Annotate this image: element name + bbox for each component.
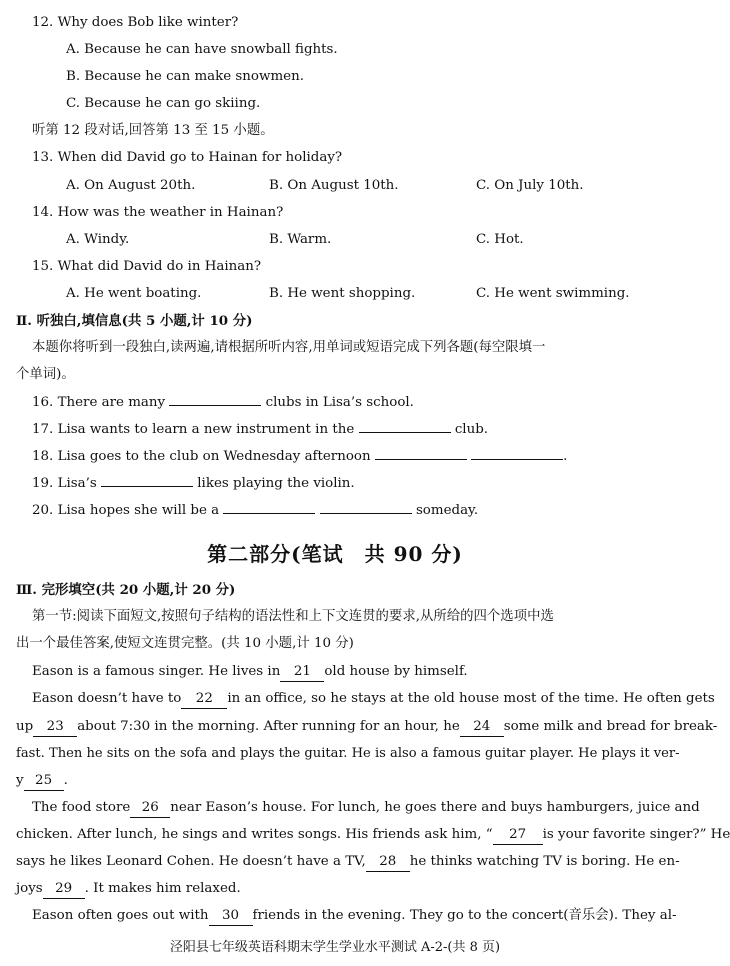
question-number: 12. — [32, 15, 54, 30]
passage-text: he thinks watching TV is boring. He en- — [409, 854, 680, 869]
section-instruction: 本题你将听到一段独白,读两遍,请根据所听内容,用单词或短语完成下列各题(每空限填一 — [32, 340, 546, 355]
question-number: 13. — [32, 150, 54, 165]
answer-blank[interactable] — [320, 501, 412, 514]
passage-line — [32, 907, 677, 926]
answer-blank[interactable] — [101, 474, 193, 487]
item-text: There are many — [57, 395, 166, 410]
option: A. He went boating. — [66, 286, 202, 301]
question-12 — [32, 14, 238, 32]
passage-line: fast. Then he sits on the sofa and plays the guitar. He is also a famous guitar player. He plays it ver- — [16, 746, 680, 761]
blank-23[interactable]: 23 — [33, 718, 77, 737]
option: C. He went swimming. — [476, 286, 630, 301]
section-instruction: 出一个最佳答案,使短文连贯完整。(共 10 小题,计 10 分) — [16, 636, 354, 651]
passage-text: about 7:30 in the morning. After running for an hour, he — [77, 719, 460, 734]
part-title: 第二部分(笔试 共 90 分) — [207, 542, 463, 566]
blank-24[interactable]: 24 — [460, 718, 504, 737]
blank-29[interactable]: 29 — [43, 880, 85, 899]
passage-line — [32, 663, 468, 682]
item-text: . — [563, 449, 568, 464]
blank-22[interactable]: 22 — [181, 690, 227, 709]
passage-text: y — [16, 773, 24, 788]
option: A. Because he can have snowball fights. — [66, 42, 338, 57]
item-text: Lisa goes to the club on Wednesday afternoon — [57, 449, 371, 464]
blank-30[interactable]: 30 — [209, 907, 253, 926]
passage-line — [16, 718, 717, 737]
question-13 — [32, 149, 342, 167]
answer-blank[interactable] — [223, 501, 315, 514]
question-15 — [32, 258, 261, 276]
passage-text: is your favorite singer?” He — [542, 827, 730, 842]
section-heading-cloze: Ⅲ. 完形填空(共 20 小题,计 20 分) — [16, 582, 236, 598]
passage-line — [16, 772, 68, 791]
passage-text: Eason is a famous singer. He lives in — [32, 664, 281, 679]
passage-text: friends in the evening. They go to the concert(音乐会). They al- — [252, 908, 677, 923]
passage-text: some milk and bread for break- — [503, 719, 718, 734]
item-number: 17. — [32, 422, 54, 437]
section-heading-listening-monologue: Ⅱ. 听独白,填信息(共 5 小题,计 10 分) — [16, 313, 253, 329]
blank-26[interactable]: 26 — [130, 799, 170, 818]
passage-line — [32, 799, 700, 818]
fill-item-20 — [32, 501, 478, 520]
option: A. Windy. — [66, 232, 130, 247]
question-text: What did David do in Hainan? — [57, 259, 262, 274]
answer-blank[interactable] — [169, 393, 261, 406]
passage-text: in an office, so he stays at the old house most of the time. He often gets — [227, 691, 715, 706]
item-text: Lisa hopes she will be a — [57, 503, 220, 518]
passage-text: joys — [16, 881, 43, 896]
passage-text: Eason often goes out with — [32, 908, 209, 923]
dialog-instruction: 听第 12 段对话,回答第 13 至 15 小题。 — [32, 123, 274, 138]
answer-blank[interactable] — [375, 447, 467, 460]
fill-item-18 — [32, 447, 567, 466]
fill-item-19 — [32, 474, 355, 493]
passage-text: . — [63, 773, 68, 788]
passage-line — [32, 690, 715, 709]
passage-line — [16, 880, 241, 899]
option: C. Hot. — [476, 232, 524, 247]
item-number: 18. — [32, 449, 54, 464]
item-text: club. — [454, 422, 489, 437]
blank-25[interactable]: 25 — [24, 772, 64, 791]
blank-28[interactable]: 28 — [366, 853, 410, 872]
fill-item-16 — [32, 393, 414, 412]
option: C. Because he can go skiing. — [66, 96, 261, 111]
item-text: Lisa’s — [57, 476, 97, 491]
passage-text: The food store — [32, 800, 131, 815]
blank-27[interactable]: 27 — [493, 826, 543, 845]
option: B. On August 10th. — [269, 178, 399, 193]
passage-text: up — [16, 719, 34, 734]
section-instruction: 个单词)。 — [16, 367, 75, 382]
passage-line — [16, 826, 730, 845]
question-text: Why does Bob like winter? — [57, 15, 239, 30]
passage-text: says he likes Leonard Cohen. He doesn’t have a TV, — [16, 854, 366, 869]
item-number: 20. — [32, 503, 54, 518]
question-number: 15. — [32, 259, 54, 274]
item-number: 16. — [32, 395, 54, 410]
answer-blank[interactable] — [359, 420, 451, 433]
passage-text: old house by himself. — [324, 664, 468, 679]
section-instruction: 第一节:阅读下面短文,按照句子结构的语法性和上下文连贯的要求,从所给的四个选项中选 — [32, 609, 554, 624]
item-text: someday. — [415, 503, 479, 518]
page-footer: 泾阳县七年级英语科期末学生学业水平测试 A-2-(共 8 页) — [169, 940, 501, 955]
passage-text: . It makes him relaxed. — [84, 881, 241, 896]
passage-text: Eason doesn’t have to — [32, 691, 182, 706]
option: B. He went shopping. — [269, 286, 416, 301]
item-text: Lisa wants to learn a new instrument in the — [57, 422, 355, 437]
blank-21[interactable]: 21 — [280, 663, 324, 682]
item-text: likes playing the violin. — [197, 476, 355, 491]
option: B. Because he can make snowmen. — [66, 69, 304, 84]
answer-blank[interactable] — [471, 447, 563, 460]
passage-text: chicken. After lunch, he sings and writes songs. His friends ask him, “ — [16, 827, 493, 842]
question-number: 14. — [32, 205, 54, 220]
option: B. Warm. — [269, 232, 332, 247]
question-text: When did David go to Hainan for holiday? — [57, 150, 343, 165]
item-number: 19. — [32, 476, 54, 491]
passage-line — [16, 853, 680, 872]
fill-item-17 — [32, 420, 488, 439]
option: A. On August 20th. — [66, 178, 196, 193]
option: C. On July 10th. — [476, 178, 584, 193]
question-text: How was the weather in Hainan? — [57, 205, 284, 220]
item-text: clubs in Lisa’s school. — [265, 395, 414, 410]
passage-text: near Eason’s house. For lunch, he goes there and buys hamburgers, juice and — [170, 800, 700, 815]
question-14 — [32, 204, 283, 222]
